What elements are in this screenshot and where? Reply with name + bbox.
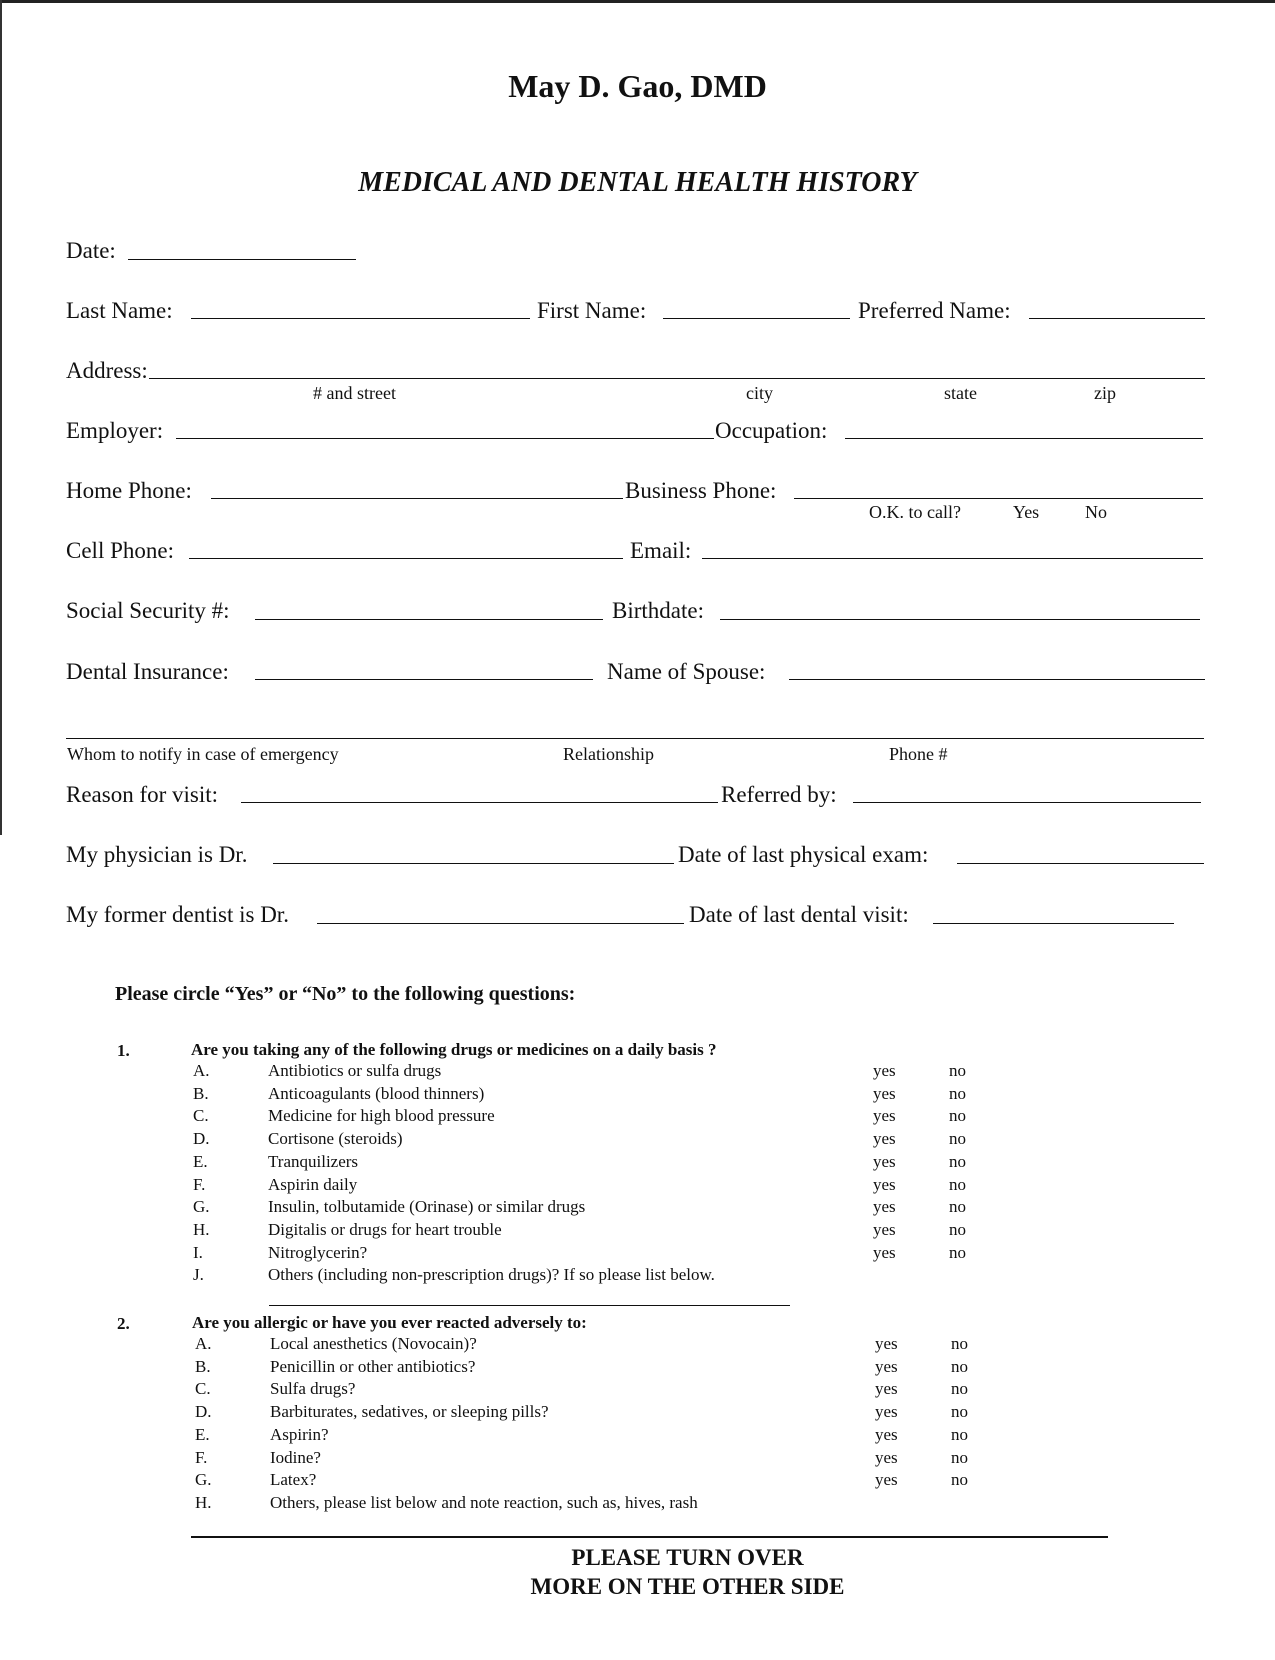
q1-no-option[interactable]: no	[949, 1174, 966, 1194]
ok-to-call-no[interactable]: No	[1085, 502, 1107, 522]
q2-yes-option[interactable]: yes	[875, 1379, 898, 1399]
business-phone-label: Business Phone:	[625, 478, 777, 503]
preferred-name-line[interactable]	[1029, 318, 1205, 319]
q2-yes-option[interactable]: yes	[875, 1470, 898, 1490]
q2-no-option[interactable]: no	[951, 1379, 968, 1399]
ssn-line[interactable]	[255, 619, 603, 620]
scan-edge-left	[0, 0, 2, 835]
q1-no-option[interactable]: no	[949, 1061, 966, 1080]
q1-no-option[interactable]: no	[949, 1242, 966, 1262]
last-dental-label: Date of last dental visit:	[689, 902, 909, 927]
email-line[interactable]	[702, 558, 1203, 559]
first-name-line[interactable]	[663, 318, 850, 319]
turn-over-text: PLEASE TURN OVER	[571, 1545, 804, 1570]
spouse-line[interactable]	[789, 679, 1205, 680]
former-dentist-label: My former dentist is Dr.	[66, 902, 289, 927]
cell-phone-label: Cell Phone:	[66, 538, 174, 563]
occupation-line[interactable]	[845, 438, 1203, 439]
address-zip-caption: zip	[1094, 383, 1116, 403]
birthdate-line[interactable]	[720, 619, 1200, 620]
q1-yes-option[interactable]: yes	[873, 1129, 896, 1149]
q2-no-option[interactable]: no	[951, 1334, 968, 1353]
spouse-label: Name of Spouse:	[607, 659, 766, 684]
home-phone-line[interactable]	[211, 498, 623, 499]
date-label: Date:	[66, 238, 116, 263]
q1-item-text: Anticoagulants (blood thinners)	[268, 1083, 485, 1103]
physician-label: My physician is Dr.	[66, 842, 248, 867]
q2-item-text: Local anesthetics (Novocain)?	[270, 1334, 477, 1353]
q1-item-letter: H.	[193, 1219, 210, 1239]
q1-no-option[interactable]: no	[949, 1219, 966, 1239]
last-name-label: Last Name:	[66, 298, 173, 323]
q2-no-option[interactable]: no	[951, 1424, 968, 1444]
q1-item-text: Insulin, tolbutamide (Orinase) or similar drugs	[268, 1197, 586, 1217]
q1-item-letter: I.	[193, 1242, 203, 1262]
home-phone-label: Home Phone:	[66, 478, 192, 503]
q2-yes-option[interactable]: yes	[875, 1447, 898, 1467]
birthdate-label: Birthdate:	[612, 598, 704, 623]
ok-to-call-yes[interactable]: Yes	[1013, 502, 1040, 522]
q1-yes-option[interactable]: yes	[873, 1219, 896, 1239]
q1-yes-option[interactable]: yes	[873, 1174, 896, 1194]
q2-item-letter: D.	[195, 1402, 212, 1422]
employer-label: Employer:	[66, 418, 164, 443]
q2-yes-option[interactable]: yes	[875, 1356, 898, 1376]
q2-item-text: Aspirin?	[270, 1424, 329, 1444]
q1-item-letter: C.	[193, 1106, 209, 1126]
other-side-text: MORE ON THE OTHER SIDE	[530, 1574, 845, 1599]
q1-item-text: Medicine for high blood pressure	[268, 1106, 495, 1126]
q2-item-letter: H.	[195, 1492, 212, 1512]
q2-no-option[interactable]: no	[951, 1402, 968, 1422]
emergency-relationship-caption: Relationship	[563, 744, 654, 764]
last-name-line[interactable]	[191, 318, 530, 319]
q2-item-text: Iodine?	[270, 1447, 321, 1467]
q2-item-letter: A.	[195, 1334, 212, 1353]
q1-item-letter: J.	[193, 1265, 204, 1285]
q2-yes-option[interactable]: yes	[875, 1402, 898, 1422]
q2-title: Are you allergic or have you ever reacted adversely to:	[192, 1313, 587, 1332]
former-dentist-line[interactable]	[317, 923, 684, 924]
q1-item-letter: A.	[193, 1061, 210, 1080]
first-name-label: First Name:	[537, 298, 647, 323]
q2-number: 2.	[117, 1314, 130, 1333]
emergency-whom-caption: Whom to notify in case of emergency	[67, 744, 339, 764]
q2-item-letter: E.	[195, 1424, 210, 1444]
address-state-caption: state	[944, 383, 977, 403]
preferred-name-label: Preferred Name:	[858, 298, 1011, 323]
instructions: Please circle “Yes” or “No” to the following questions:	[115, 983, 576, 1005]
q1-yes-option[interactable]: yes	[873, 1061, 896, 1080]
q1-number: 1.	[117, 1041, 130, 1060]
last-physical-line[interactable]	[957, 863, 1204, 864]
q1-item-text: Tranquilizers	[268, 1151, 359, 1171]
q1-item-letter: E.	[193, 1151, 208, 1171]
q2-item-text: Sulfa drugs?	[270, 1379, 356, 1399]
address-street-caption: # and street	[313, 383, 396, 403]
q2-no-option[interactable]: no	[951, 1356, 968, 1376]
q2-item-letter: C.	[195, 1379, 211, 1399]
scan-edge-top	[0, 0, 1275, 3]
q2-item-text: Penicillin or other antibiotics?	[270, 1356, 476, 1376]
address-label: Address:	[66, 358, 148, 383]
q1-item-letter: G.	[193, 1197, 210, 1217]
emergency-phone-caption: Phone #	[889, 744, 948, 764]
occupation-label: Occupation:	[715, 418, 828, 443]
q1-others-line[interactable]	[269, 1305, 790, 1306]
q1-item-text: Aspirin daily	[268, 1174, 358, 1194]
q1-yes-option[interactable]: yes	[873, 1197, 896, 1217]
q1-yes-option[interactable]: yes	[873, 1242, 896, 1262]
dental-insurance-line[interactable]	[255, 679, 593, 680]
q1-item-text: Antibiotics or sulfa drugs	[268, 1061, 442, 1080]
date-line[interactable]	[128, 259, 356, 260]
cell-phone-line[interactable]	[189, 558, 623, 559]
reason-line[interactable]	[241, 802, 718, 803]
business-phone-line[interactable]	[794, 498, 1203, 499]
q2-yes-option[interactable]: yes	[875, 1334, 898, 1353]
q1-yes-option[interactable]: yes	[873, 1151, 896, 1171]
q1-item-text: Nitroglycerin?	[268, 1242, 368, 1262]
q1-yes-option[interactable]: yes	[873, 1106, 896, 1126]
q1-no-option[interactable]: no	[949, 1151, 966, 1171]
form-title: MEDICAL AND DENTAL HEALTH HISTORY	[358, 167, 917, 198]
q1-item-letter: D.	[193, 1129, 210, 1149]
emergency-line[interactable]	[66, 738, 1204, 739]
address-line[interactable]	[149, 378, 1205, 379]
q1-item-text: Others (including non-prescription drugs)? If so please list below.	[268, 1265, 715, 1285]
address-city-caption: city	[746, 383, 773, 403]
q1-no-option[interactable]: no	[949, 1083, 966, 1103]
q1-item-letter: B.	[193, 1083, 209, 1103]
q1-yes-option[interactable]: yes	[873, 1083, 896, 1103]
q2-others-line[interactable]	[191, 1536, 1108, 1538]
q1-item-text: Cortisone (steroids)	[268, 1129, 403, 1149]
q2-no-option[interactable]: no	[951, 1470, 968, 1490]
ssn-label: Social Security #:	[66, 598, 230, 623]
q2-no-option[interactable]: no	[951, 1447, 968, 1467]
dental-insurance-label: Dental Insurance:	[66, 659, 229, 684]
physician-line[interactable]	[273, 863, 674, 864]
q2-item-letter: F.	[195, 1447, 208, 1467]
doctor-name: May D. Gao, DMD	[508, 68, 767, 104]
referred-line[interactable]	[853, 802, 1201, 803]
q2-item-letter: B.	[195, 1356, 211, 1376]
q1-no-option[interactable]: no	[949, 1129, 966, 1149]
employer-line[interactable]	[176, 438, 714, 439]
q1-item-letter: F.	[193, 1174, 206, 1194]
q2-item-text: Latex?	[270, 1470, 317, 1490]
last-physical-label: Date of last physical exam:	[678, 842, 929, 867]
reason-label: Reason for visit:	[66, 782, 219, 807]
q1-no-option[interactable]: no	[949, 1197, 966, 1217]
email-label: Email:	[630, 538, 692, 563]
q2-item-text: Barbiturates, sedatives, or sleeping pills?	[270, 1402, 549, 1422]
last-dental-line[interactable]	[933, 923, 1174, 924]
ok-to-call-label: O.K. to call?	[869, 502, 961, 522]
q1-no-option[interactable]: no	[949, 1106, 966, 1126]
referred-label: Referred by:	[721, 782, 837, 807]
q1-title: Are you taking any of the following drugs or medicines on a daily basis ?	[191, 1040, 717, 1059]
q2-item-letter: G.	[195, 1470, 212, 1490]
q1-item-text: Digitalis or drugs for heart trouble	[268, 1219, 502, 1239]
q2-yes-option[interactable]: yes	[875, 1424, 898, 1444]
q2-item-text: Others, please list below and note reaction, such as, hives, rash	[270, 1492, 698, 1512]
